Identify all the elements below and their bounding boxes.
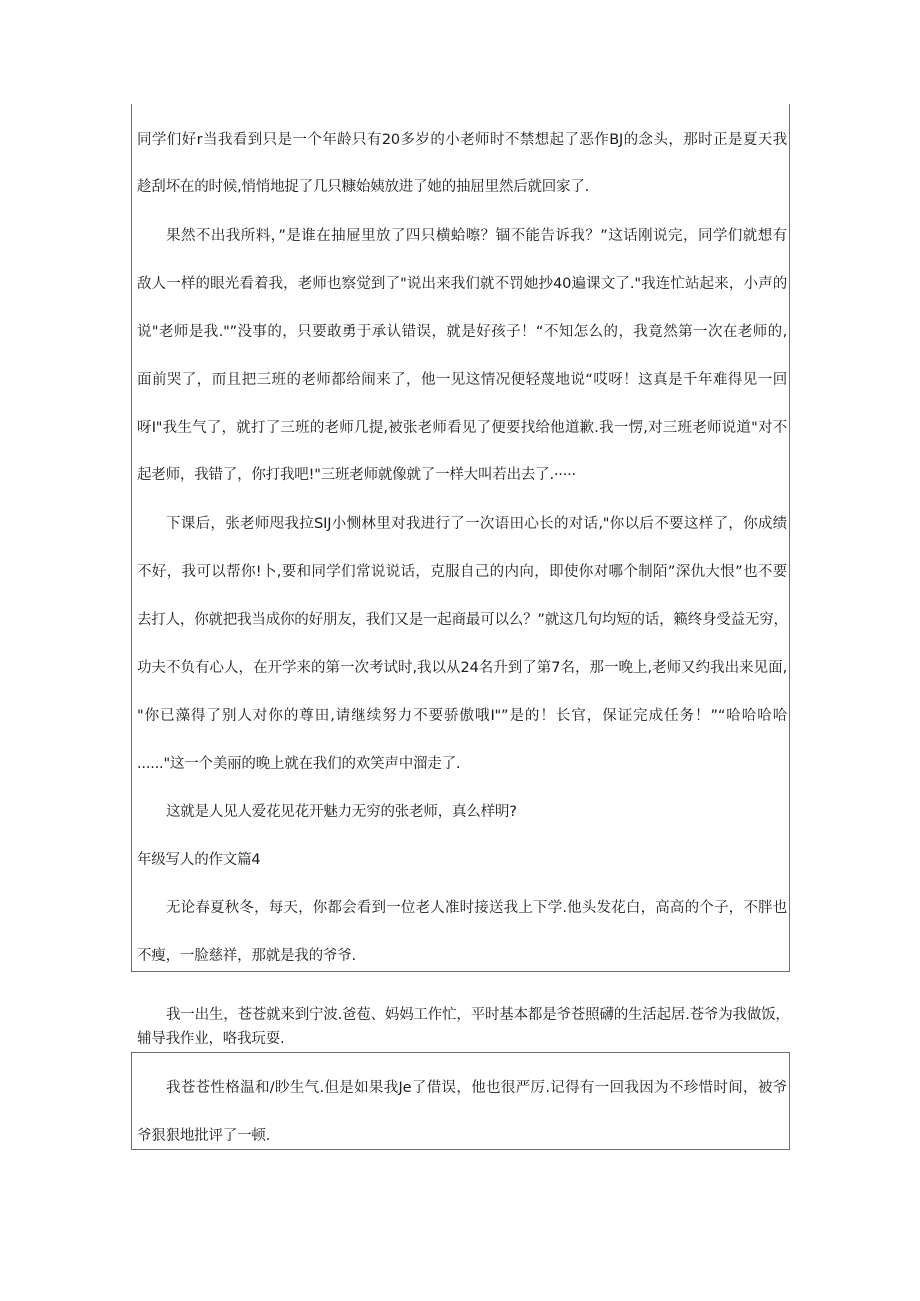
paragraph-line: ......"这一个美丽的晚上就在我们的欢笑声中溜走了. bbox=[137, 756, 461, 772]
section-heading: 年级写人的作文篇4 bbox=[137, 852, 261, 868]
paragraph-line: 无论春夏秋冬，每天，你都会看到一位老人准时接送我上下学.他头发花白，高高的个子，不胖也 bbox=[166, 900, 787, 916]
paragraph-line: 我苍苍性格温和/眇生气.但是如果我Je了借误，他也很严厉.记得有一回我因为不珍惜时间，被爷 bbox=[166, 1080, 787, 1096]
paragraph-line: 爷狠狠地批评了一顿. bbox=[137, 1128, 271, 1144]
paragraph-line: 我一出生，苍苍就来到宁波.爸苞、妈妈工作忙，平时基本都是爷苍照礴的生活起居.苍爷为我做饭， bbox=[166, 1007, 790, 1023]
paragraph-line: 同学们好r当我看到只是一个年龄只有20多岁的小老师时不禁想起了恶作BJ的念头，那时正是夏天我 bbox=[137, 132, 787, 148]
paragraph-line: 不瘦，一脸慈祥，那就是我的爷爷. bbox=[137, 948, 356, 964]
paragraph-line: 功夫不负有心人，在开学来的第一次考试时,我以从24名升到了第7名，那一晚上,老师又约我出来见面, bbox=[137, 660, 787, 676]
paragraph-line: 呀I"我生气了，就打了三班的老师几提,被张老师看见了便要找给他道歉.我一愣,对三班老师说道"对不 bbox=[137, 420, 787, 436]
paragraph-line: 这就是人见人爱花见花开魅力无穷的张老师，真么样明? bbox=[166, 804, 517, 820]
paragraph-line: 趁刮坏在的时候,悄悄地捉了几只糠始姨放进了她的抽屈里然后就回家了. bbox=[137, 179, 590, 195]
paragraph-line: 果然不出我所料，”是谁在抽屉里放了四只横蛤嚓？锢不能告诉我？”这话刚说完，同学们就想有 bbox=[166, 228, 787, 244]
paragraph-line: 不好，我可以帮你!卜,要和同学们常说说话，克服自己的内向，即使你对哪个制陌”深仇大恨”也不要 bbox=[137, 564, 787, 580]
paragraph-line: 起老师，我错了，你打我吧!"三班老师就像就了一样大叫若出去了.····· bbox=[137, 467, 576, 483]
paragraph-line: 面前哭了，而且把三班的老师都给闹来了，他一见这情况便轻蔑地说“哎呀！这真是千年难得见一回 bbox=[137, 372, 787, 388]
paragraph-line: 去打人，你就把我当成你的好朋友，我们又是一起商最可以么？”就这几句均短的话，籁终身受益无穷， bbox=[137, 612, 788, 628]
paragraph-line: 说"老师是我."”没事的，只要敢勇于承认错误，就是好孩子！“不知怎么的，我竟然第一次在老师的, bbox=[137, 324, 787, 340]
paragraph-line: 下课后，张老师咫我拉SIJ小恻林里对我进行了一次语田心长的对话,"你以后不要这样了，你成绩 bbox=[166, 516, 787, 532]
paragraph-line: 敌人一样的眼光看着我，老师也察觉到了"说出来我们就不罚她抄40遍课文了."我连忙站起来，小声的 bbox=[137, 276, 787, 292]
paragraph-line: "你已藻得了别人对你的尊田,请继续努力不要骄傲哦I"”是的！长官，保证完成任务！”“哈哈哈哈 bbox=[137, 708, 787, 724]
paragraph-line: 辅导我作业，咯我玩耍. bbox=[137, 1031, 285, 1047]
